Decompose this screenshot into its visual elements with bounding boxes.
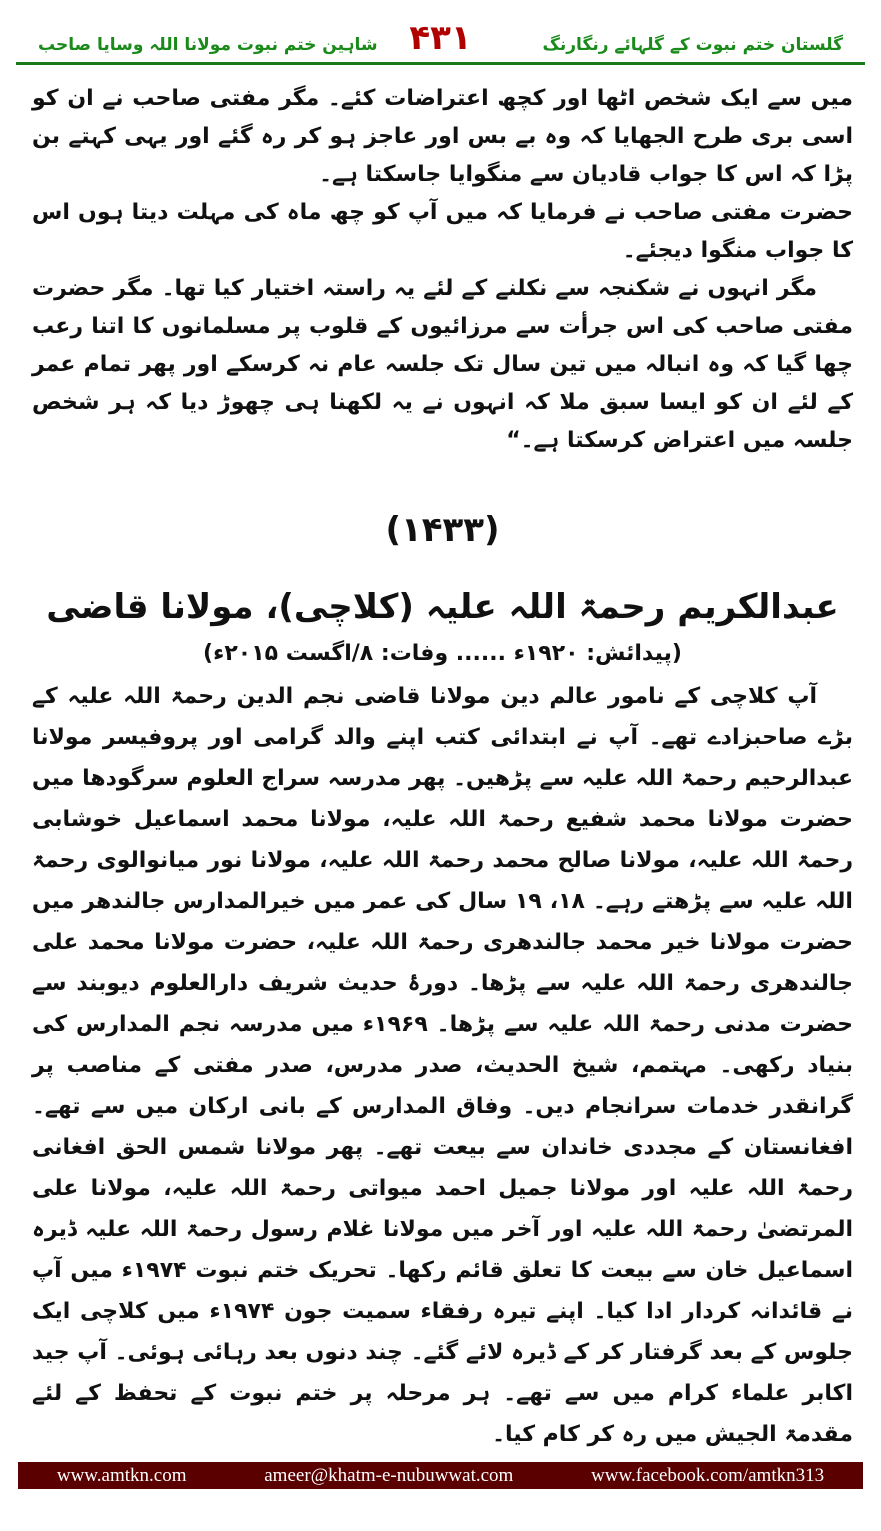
biography-paragraph: آپ کلاچی کے نامور عالم دین مولانا قاضی نجم الدین رحمۃ اللہ علیہ کے بڑے صاحبزادے تھے۔ آپ نے ابتدائی کتب اپنے والد گرامی اور پروفیسر مولانا عبدالرحیم رحمۃ اللہ علیہ سے پڑھیں۔ پھر مدرسہ سراج العلوم سرگودھا میں حضرت مولانا محمد شفیع رحمۃ اللہ علیہ، مولانا محمد اسماعیل خوشابی رحمۃ اللہ علیہ، مولانا صالح محمد رحمۃ اللہ علیہ، مولانا نور میانوالوی رحمۃ اللہ علیہ سے پڑھتے رہے۔ ۱۸، ۱۹ سال کی عمر میں خیرالمدارس جالندھر میں حضرت مولانا خیر محمد جالندھری رحمۃ اللہ علیہ، حضرت مولانا محمد علی جالندھری رحمۃ اللہ علیہ سے پڑھا۔ دورۂ حدیث شریف دارالعلوم دیوبند سے حضرت مدنی رحمۃ اللہ علیہ سے پڑھا۔ ۱۹۶۹ء میں مدرسہ نجم المدارس کی بنیاد رکھی۔ مہتمم، شیخ الحدیث، صدر مدرس، صدر مفتی کے مناصب پر گرانقدر خدمات سرانجام دیں۔ وفاق المدارس کے بانی ارکان میں سے تھے۔ افغانستان کے مجددی خاندان سے بیعت تھے۔ پھر مولانا شمس الحق افغانی رحمۃ اللہ علیہ اور مولانا جمیل احمد میواتی رحمۃ اللہ علیہ، مولانا علی المرتضیٰ رحمۃ اللہ علیہ اور آخر میں مولانا غلام رسول رحمۃ اللہ علیہ ڈیرہ اسماعیل خان سے بیعت کا تعلق قائم رکھا۔ تحریک ختم نبوت ۱۹۷۴ء میں آپ نے قائدانہ کردار ادا کیا۔ اپنے تیرہ رفقاء سمیت جون ۱۹۷۴ء میں کلاچی ایک جلوس کے بعد گرفتار کر کے ڈیرہ لائے گئے۔ چند دنوں بعد رہائی ہوئی۔ آپ جید اکابر علماء کرام میں سے تھے۔ ہر مرحلہ پر ختم نبوت کے تحفظ کے لئے مقدمۃ الجیش میں رہ کر کام کیا۔ (32, 684, 853, 1447)
header-rule (16, 62, 865, 65)
page-number: ۴۳۱ (409, 18, 472, 58)
entry-title: عبدالکریم رحمۃ اللہ علیہ (کلاچی)، مولانا قاضی (46, 587, 839, 627)
header-book-title: گلستان ختم نبوت کے گلہائے رنگارنگ (542, 35, 843, 55)
quote-paragraph: میں سے ایک شخص اٹھا اور کچھ اعتراضات کئے۔ مگر مفتی صاحب نے ان کو اسی بری طرح الجھایا کہ وہ بے بس اور عاجز ہو کر رہ گئے اور یہی کہتے بن پڑا کہ اس کا جواب قادیان سے منگوایا جاسکتا ہے۔ (32, 86, 853, 187)
page-content (32, 80, 853, 1455)
page-header (16, 8, 865, 60)
quote-paragraph: حضرت مفتی صاحب نے فرمایا کہ میں آپ کو چھ ماہ کی مہلت دیتا ہوں اس کا جواب منگوا دیجئے۔ (32, 200, 853, 263)
footer-facebook-link[interactable]: www.facebook.com/amtkn313 (591, 1464, 825, 1486)
header-author: شاہین ختم نبوت مولانا اللہ وسایا صاحب (38, 35, 378, 55)
footer-website-link[interactable]: www.amtkn.com (56, 1464, 187, 1486)
quote-block (32, 80, 853, 460)
page-footer (18, 1462, 863, 1489)
footer-email-link[interactable]: ameer@khatm-e-nubuwwat.com (264, 1464, 514, 1486)
biography (32, 676, 853, 1455)
entry-dates: (پیدائش: ۱۹۲۰ء ...... وفات: ۸/اگست ۲۰۱۵ء) (203, 641, 682, 666)
quote-paragraph: مگر انہوں نے شکنجہ سے نکلنے کے لئے یہ راستہ اختیار کیا تھا۔ مگر حضرت مفتی صاحب کی اس جرأت سے مرزائیوں کے قلوب پر مسلمانوں کا اتنا رعب چھا گیا کہ وہ انبالہ میں تین سال تک جلسہ عام نہ کرسکے اور پھر تمام عمر کے لئے ان کو ایسا سبق ملا کہ انہوں نے یہ لکھنا ہی چھوڑ دیا کہ ہر شخص جلسہ میں اعتراض کرسکتا ہے۔“ (32, 276, 853, 453)
entry-number: (۱۴۳۳) (385, 510, 500, 550)
